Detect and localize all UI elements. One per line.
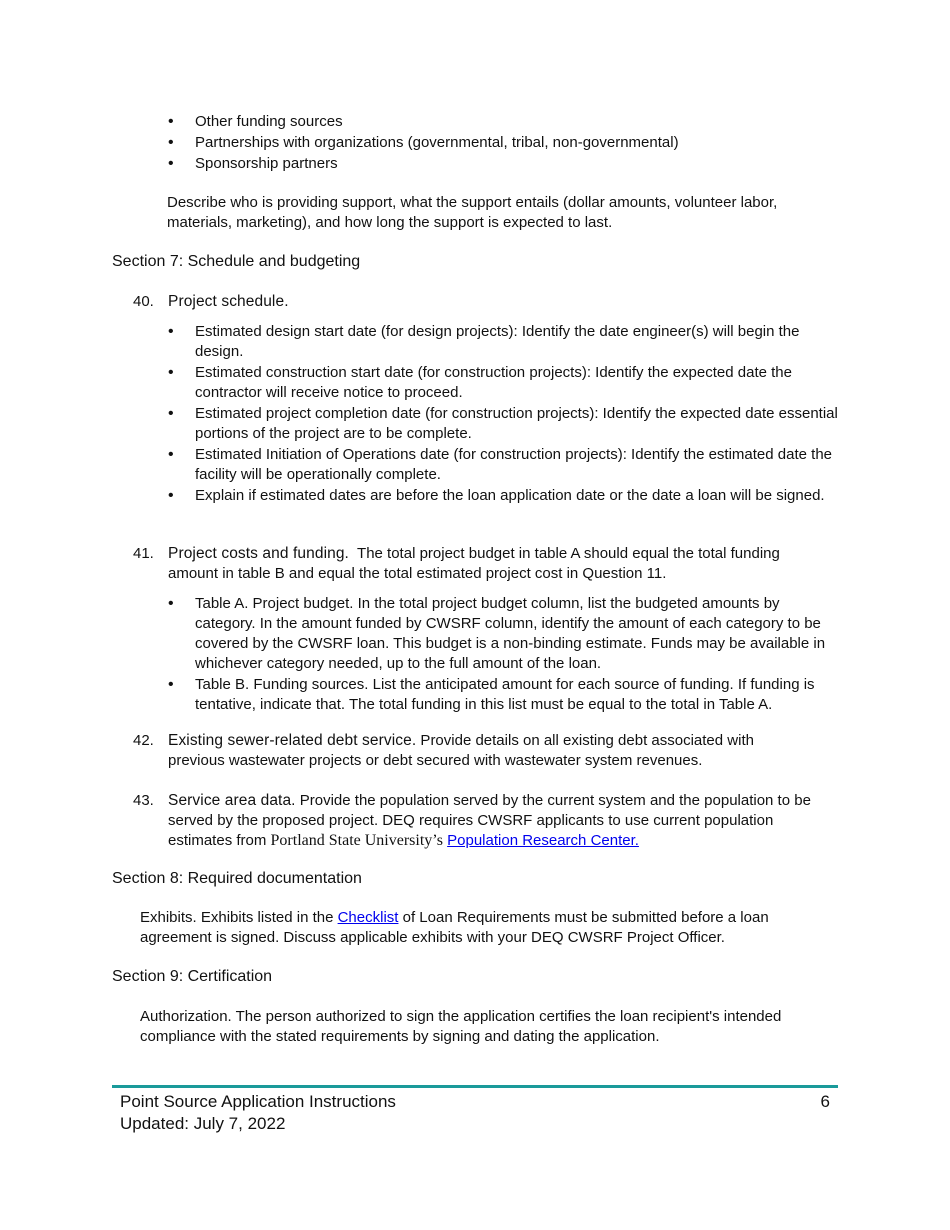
question-text: Provide details on all existing debt associated with previous wastewater projects or debt secured with wastewater system revenues. <box>168 732 754 769</box>
q40-bullet-list <box>167 322 839 506</box>
list-item: • Partnerships with organizations (governmental, tribal, non-governmental) <box>167 133 847 153</box>
question-41 <box>133 544 813 584</box>
section-8-heading: Section 8: Required documentation <box>112 870 362 887</box>
footer-left <box>120 1091 396 1135</box>
list-item: • Estimated project completion date (for construction projects): Identify the expected date essential portions of the project are to be complete. <box>167 404 839 444</box>
question-number: 43. <box>133 792 154 809</box>
list-item: • Table B. Funding sources. List the anticipated amount for each source of funding. If funding is tentative, indicate that. The total funding in this list must be equal to the total in Table A. <box>167 675 831 715</box>
list-item: • Estimated Initiation of Operations date (for construction projects): Identify the estimated date the facility will be operationally complete. <box>167 445 839 485</box>
question-43 <box>133 791 833 851</box>
section-9-paragraph: Authorization. The person authorized to sign the application certifies the loan recipient's intended compliance with the stated requirements by signing and dating the application. <box>140 1008 782 1045</box>
question-text: The total project budget in table A should equal the total funding amount in table B and equal the total estimated project cost in Question 11. <box>168 545 785 582</box>
question-text: Provide the population served by the current system and the population to be served by the proposed project. DEQ requires CWSRF applicants to use current population estimates from <box>168 792 811 849</box>
source-name: Portland State University’s <box>270 832 443 849</box>
footer-title: Point Source Application Instructions <box>120 1092 396 1111</box>
question-title: Service area data. <box>168 792 296 809</box>
population-research-center-link[interactable]: Population Research Center. <box>447 832 639 849</box>
list-item: • Other funding sources <box>167 112 847 132</box>
intro-bullet-list <box>167 112 847 174</box>
list-item: • Estimated construction start date (for construction projects): Identify the expected date the contractor will receive notice to proceed. <box>167 363 839 403</box>
list-item: • Explain if estimated dates are before the loan application date or the date a loan will be signed. <box>167 486 839 506</box>
section-9-heading: Section 9: Certification <box>112 968 273 985</box>
section-7-heading: Section 7: Schedule and budgeting <box>112 253 361 270</box>
question-title: Project schedule. <box>168 293 289 310</box>
list-item: • Sponsorship partners <box>167 154 847 174</box>
question-number: 42. <box>133 732 154 749</box>
q41-bullet-list <box>167 594 831 715</box>
question-title: Project costs and funding. <box>168 545 349 562</box>
footer-updated: Updated: July 7, 2022 <box>120 1114 286 1133</box>
section-8-text-after: of Loan Requirements must be submitted before a loan agreement is signed. Discuss applicable exhibits with your DEQ CWSRF Project Officer. <box>140 909 769 946</box>
list-item: • Table A. Project budget. In the total project budget column, list the budgeted amounts by category. In the amount funded by CWSRF column, identify the amount of each category to be covered by the CWSRF loan. This budget is a non-binding estimate. Funds may be available in whichever category needed, up to the full amount of the loan. <box>167 594 831 674</box>
list-item: • Estimated design start date (for design projects): Identify the date engineer(s) will begin the design. <box>167 322 839 362</box>
section-8-paragraph <box>140 908 820 948</box>
question-number: 40. <box>133 293 154 310</box>
question-title: Existing sewer-related debt service. <box>168 732 417 749</box>
question-40 <box>133 292 843 312</box>
checklist-link[interactable]: Checklist <box>337 909 399 926</box>
footer-rule <box>112 1085 838 1088</box>
section-8-text-before: Exhibits. Exhibits listed in the <box>140 909 338 926</box>
question-number: 41. <box>133 545 154 562</box>
intro-paragraph: Describe who is providing support, what the support entails (dollar amounts, volunteer labor, materials, marketing), and how long the support is expected to last. <box>167 194 778 231</box>
page-number: 6 <box>820 1092 830 1111</box>
question-42 <box>133 731 793 771</box>
